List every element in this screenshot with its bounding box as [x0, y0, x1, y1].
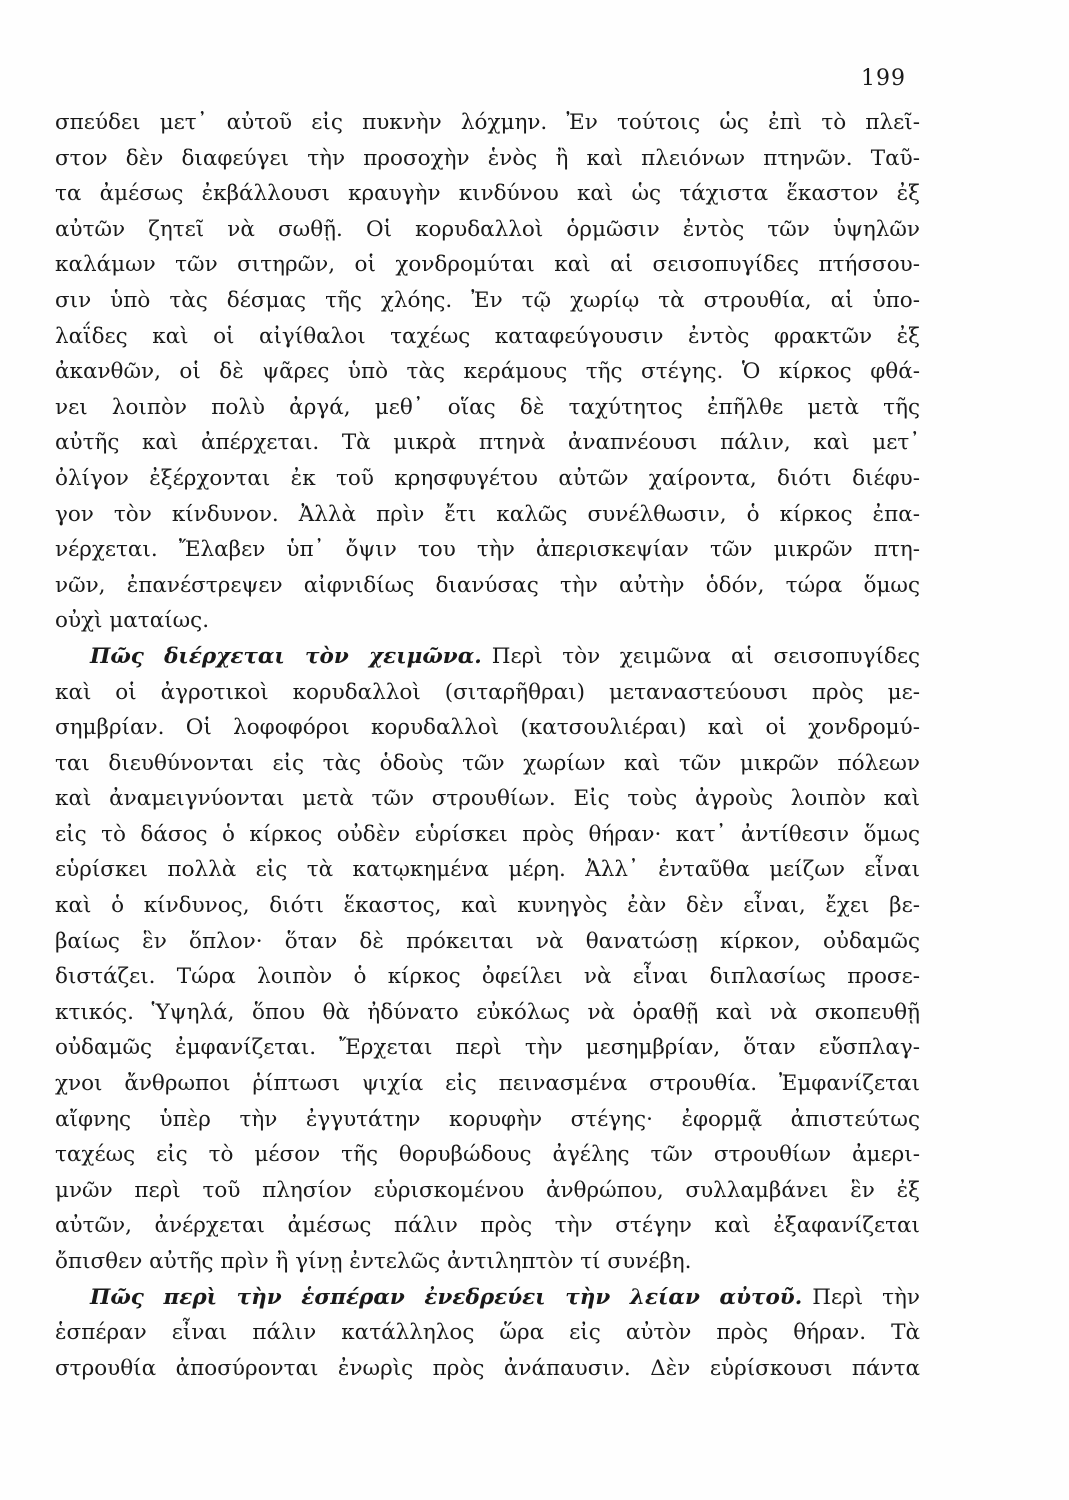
text-line: ταχέως εἰς τὸ μέσον τῆς θορυβώδους ἀγέλης τῶν στρουθίων ἀμερι- — [55, 1142, 920, 1168]
text-line: σημβρίαν. Οἱ λοφοφόροι κορυδαλλοὶ (κατσουλιέραι) καὶ οἱ χονδρομύ- — [55, 715, 920, 741]
text-span: Περὶ τὴν — [812, 1284, 920, 1310]
text-line: οὐχὶ ματαίως. — [55, 608, 210, 634]
body-text — [55, 105, 920, 1386]
text-line: καὶ ἀναμειγνύονται μετὰ τῶν στρουθίων. Εἰς τοὺς ἀγροὺς λοιπὸν καὶ — [55, 786, 920, 812]
text-line: λαΐδες καὶ οἱ αἰγίθαλοι ταχέως καταφεύγουσιν ἐντὸς φρακτῶν ἐξ — [55, 323, 920, 349]
text-line: οὐδαμῶς ἐμφανίζεται. Ἔρχεται περὶ τὴν μεσημβρίαν, ὅταν εὔσπλαγ- — [55, 1035, 920, 1061]
text-line: στον δὲν διαφεύγει τὴν προσοχὴν ἑνὸς ἢ καὶ πλειόνων πτηνῶν. Ταῦ- — [55, 145, 920, 171]
text-line: μνῶν περὶ τοῦ πλησίον εὑρισκομένου ἀνθρώπου, συλλαμβάνει ἓν ἐξ — [55, 1177, 920, 1203]
text-line: νει λοιπὸν πολὺ ἀργά, μεθ᾿ οἵας δὲ ταχύτητος ἐπῆλθε μετὰ τῆς — [55, 394, 920, 420]
text-line: αὐτῆς καὶ ἀπέρχεται. Τὰ μικρὰ πτηνὰ ἀναπνέουσι πάλιν, καὶ μετ᾿ — [55, 430, 920, 456]
section-heading-winter: Πῶς διέρχεται τὸν χειμῶνα. — [90, 643, 482, 669]
text-line: νέρχεται. Ἔλαβεν ὑπ᾿ ὄψιν του τὴν ἀπερισκεψίαν τῶν μικρῶν πτη- — [55, 537, 920, 563]
text-span: Περὶ τὸν χειμῶνα αἱ σεισοπυγίδες — [491, 643, 920, 669]
text-line: καὶ οἱ ἀγροτικοὶ κορυδαλλοὶ (σιταρῆθραι) μεταναστεύουσι πρὸς με- — [55, 679, 920, 705]
text-line: κτικός. Ὑψηλά, ὅπου θὰ ἠδύνατο εὐκόλως νὰ ὁραθῇ καὶ νὰ σκοπευθῇ — [55, 999, 920, 1025]
text-line: γον τὸν κίνδυνον. Ἀλλὰ πρὶν ἔτι καλῶς συνέλθωσιν, ὁ κίρκος ἐπα- — [55, 501, 920, 527]
text-line: αὐτῶν ζητεῖ νὰ σωθῇ. Οἱ κορυδαλλοὶ ὁρμῶσιν ἐντὸς τῶν ὑψηλῶν — [55, 216, 920, 242]
text-line: στρουθία ἀποσύρονται ἐνωρὶς πρὸς ἀνάπαυσιν. Δὲν εὑρίσκουσι πάντα — [55, 1355, 920, 1381]
page-number: 199 — [861, 66, 906, 91]
text-line: διστάζει. Τώρα λοιπὸν ὁ κίρκος ὀφείλει νὰ εἶναι διπλασίως προσε- — [55, 964, 920, 990]
section-heading-evening: Πῶς περὶ τὴν ἑσπέραν ἐνεδρεύει τὴν λείαν αὐτοῦ. — [90, 1284, 803, 1310]
text-line: ται διευθύνονται εἰς τὰς ὁδοὺς τῶν χωρίων καὶ τῶν μικρῶν πόλεων — [55, 750, 920, 776]
text-line: αἴφνης ὑπὲρ τὴν ἐγγυτάτην κορυφὴν στέγης· ἐφορμᾷ ἀπιστεύτως — [55, 1106, 920, 1132]
text-line: χνοι ἄνθρωποι ῥίπτωσι ψιχία εἰς πεινασμένα στρουθία. Ἐμφανίζεται — [55, 1071, 920, 1097]
text-line: αὐτῶν, ἀνέρχεται ἀμέσως πάλιν πρὸς τὴν στέγην καὶ ἐξαφανίζεται — [55, 1213, 920, 1239]
text-line: ὄπισθεν αὐτῆς πρὶν ἢ γίνῃ ἐντελῶς ἀντιληπτὸν τί συνέβη. — [55, 1249, 692, 1274]
text-line: σπεύδει μετ᾿ αὐτοῦ εἰς πυκνὴν λόχμην. Ἐν τούτοις ὡς ἐπὶ τὸ πλεῖ- — [55, 110, 920, 135]
text-line: νῶν, ἐπανέστρεψεν αἰφνιδίως διανύσας τὴν αὐτὴν ὁδόν, τώρα ὅμως — [55, 572, 920, 598]
text-line: εἰς τὸ δάσος ὁ κίρκος οὐδὲν εὑρίσκει πρὸς θήραν· κατ᾿ ἀντίθεσιν ὅμως — [55, 821, 920, 847]
text-line: εὑρίσκει πολλὰ εἰς τὰ κατῳκημένα μέρη. Ἀλλ᾿ ἐνταῦθα μείζων εἶναι — [55, 857, 920, 883]
text-line: τα ἀμέσως ἐκβάλλουσι κραυγὴν κινδύνου καὶ ὡς τάχιστα ἕκαστον ἐξ — [55, 181, 920, 207]
text-line: ἑσπέραν εἶναι πάλιν κατάλληλος ὥρα εἰς αὐτὸν πρὸς θήραν. Τὰ — [55, 1320, 920, 1346]
section-first-line — [55, 1280, 920, 1316]
text-line: καὶ ὁ κίνδυνος, διότι ἕκαστος, καὶ κυνηγὸς ἐὰν δὲν εἶναι, ἔχει βε- — [55, 893, 920, 919]
text-line: ἀκανθῶν, οἱ δὲ ψᾶρες ὑπὸ τὰς κεράμους τῆς στέγης. Ὁ κίρκος φθά- — [55, 359, 920, 385]
text-line: καλάμων τῶν σιτηρῶν, οἱ χονδρομύται καὶ αἱ σεισοπυγίδες πτήσσου- — [55, 252, 920, 278]
text-line: ὀλίγον ἐξέρχονται ἐκ τοῦ κρησφυγέτου αὐτῶν χαίροντα, διότι διέφυ- — [55, 465, 920, 491]
text-line: βαίως ἓν ὅπλον· ὅταν δὲ πρόκειται νὰ θανατώσῃ κίρκον, οὐδαμῶς — [55, 928, 920, 954]
text-line: σιν ὑπὸ τὰς δέσμας τῆς χλόης. Ἐν τῷ χωρίῳ τὰ στρουθία, αἱ ὑπο- — [55, 287, 920, 313]
section-first-line — [55, 639, 920, 675]
